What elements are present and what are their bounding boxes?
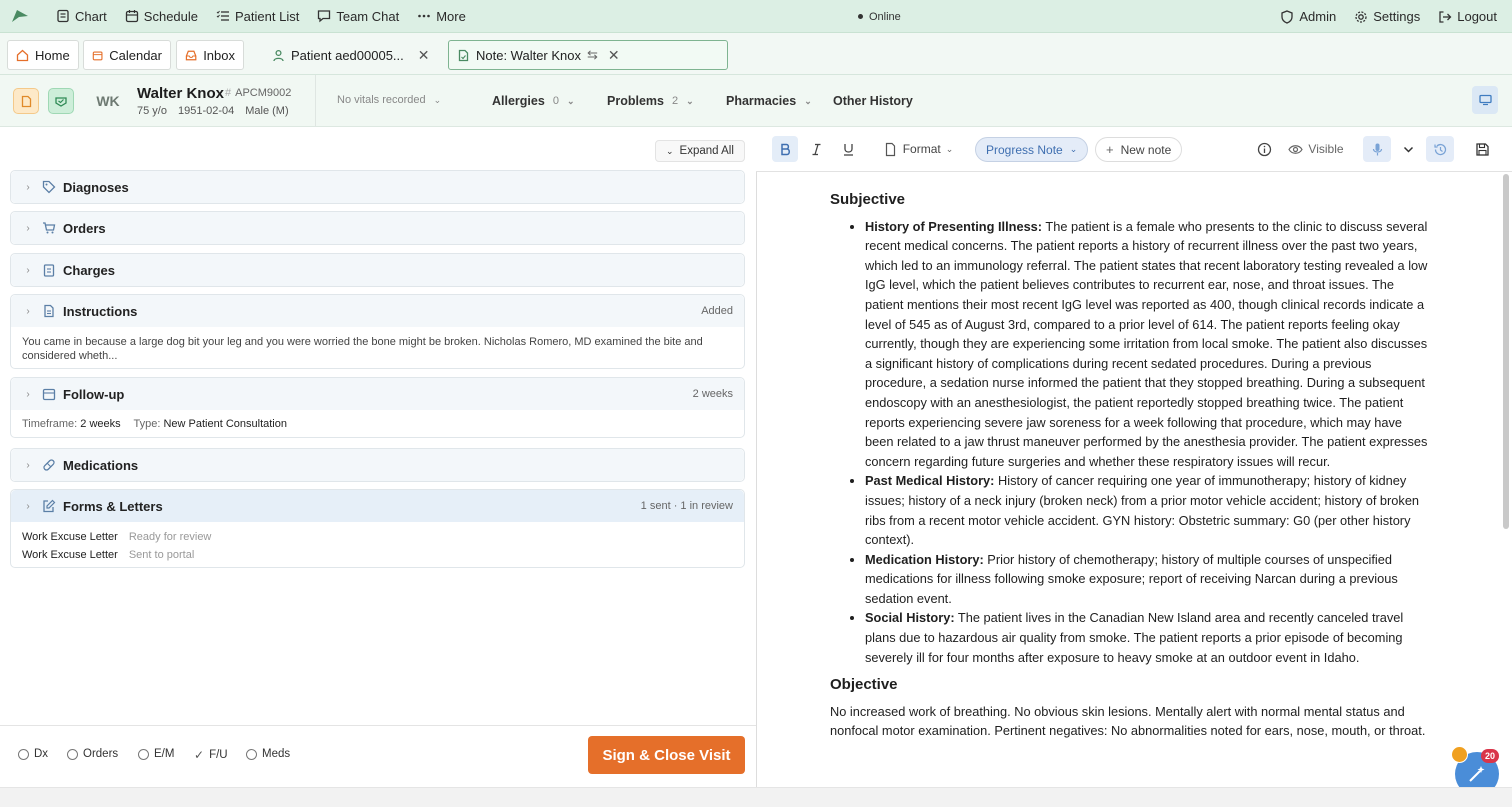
swap-icon[interactable]: ⇆ <box>587 47 598 62</box>
calendar-icon <box>92 49 103 62</box>
instructions-status: Added <box>701 305 733 317</box>
tab-note[interactable] <box>448 40 728 70</box>
note-type-dropdown[interactable] <box>975 137 1088 162</box>
chevron-down-icon: ⌄ <box>666 145 674 156</box>
checklist-label: E/M <box>154 748 175 760</box>
bell-icon[interactable] <box>1451 746 1468 763</box>
checklist-meds[interactable] <box>246 748 290 760</box>
chevron-right-icon: › <box>26 264 30 276</box>
section-diagnoses-header[interactable] <box>11 171 744 203</box>
plus-icon: + <box>1106 142 1114 157</box>
eye-icon <box>1288 142 1303 157</box>
heading-subjective: Subjective <box>830 191 906 208</box>
pharmacies-dropdown[interactable] <box>726 94 812 108</box>
italic-button[interactable] <box>804 136 828 162</box>
chart-icon <box>56 9 70 23</box>
chevron-down-icon: ⌄ <box>804 95 812 106</box>
section-orders-header[interactable] <box>11 212 744 244</box>
nav-chart[interactable] <box>47 0 116 33</box>
section-charges <box>10 253 745 287</box>
pharmacies-label: Pharmacies <box>726 94 797 108</box>
section-medications-header[interactable] <box>11 449 744 481</box>
new-note-label: New note <box>1120 142 1172 157</box>
tab-home-label: Home <box>35 47 70 63</box>
radio-circle-icon <box>67 749 78 760</box>
patient-age: 75 y/o <box>137 105 167 117</box>
chevron-down-icon <box>1401 142 1416 157</box>
radio-circle-icon <box>246 749 257 760</box>
social-history-text: The patient lives in the Canadian New Island area and recently canceled travel plans due to hazardous air quality from smoke. The patient reports a prior episode of becoming severely ill for four months after exposure to heavy smoke at an outdoor event in Idaho. <box>865 610 1404 665</box>
letters-list <box>11 522 744 572</box>
underline-button[interactable] <box>836 136 860 162</box>
close-tab-icon[interactable]: ✕ <box>607 46 620 63</box>
tab-bar <box>0 33 1512 75</box>
chevron-right-icon: › <box>26 181 30 193</box>
edit-document-icon <box>42 499 56 513</box>
tab-patient[interactable] <box>263 40 443 70</box>
history-button[interactable] <box>1426 136 1454 162</box>
patient-id-value: APCM9002 <box>235 87 292 99</box>
allergies-count: 0 <box>552 95 559 107</box>
bold-icon <box>778 142 793 157</box>
nav-settings[interactable] <box>1345 0 1429 33</box>
section-forms-header[interactable] <box>11 490 744 522</box>
social-history-label: Social History: <box>865 610 955 626</box>
letter-name: Work Excuse Letter <box>22 531 118 543</box>
chevron-right-icon: › <box>26 305 30 317</box>
list-item <box>865 217 1430 472</box>
section-title: Charges <box>63 262 116 278</box>
nav-admin[interactable] <box>1271 0 1345 33</box>
sign-close-visit-button[interactable]: Sign & Close Visit <box>588 736 745 774</box>
tab-patient-label: Patient aed00005... <box>291 47 404 63</box>
tab-inbox-label: Inbox <box>203 47 235 63</box>
medication-history-label: Medication History: <box>865 551 984 567</box>
more-dots-icon <box>417 9 431 23</box>
section-diagnoses <box>10 170 745 204</box>
user-icon <box>272 49 285 62</box>
pmh-text: History of cancer requiring one year of immunotherapy; history of kidney issues; history of a neck injury (broken neck) from a prior motor vehicle accident; history of broken ribs from a recent motor vehicle accident. GYN history: Obstetric summary: G0 (per other history context). <box>865 473 1420 548</box>
radio-circle-icon <box>138 749 149 760</box>
nav-more-label: More <box>436 8 466 24</box>
patient-id <box>225 87 291 99</box>
chevron-down-icon: ⌄ <box>1069 144 1078 154</box>
nav-schedule[interactable] <box>116 0 207 33</box>
microphone-icon <box>1370 142 1385 157</box>
section-instructions <box>10 294 745 369</box>
clipboard-icon <box>42 263 56 277</box>
section-orders <box>10 211 745 245</box>
heading-objective: Objective <box>830 676 898 694</box>
expand-all-label: Expand All <box>679 145 734 157</box>
chevron-right-icon: › <box>26 388 30 400</box>
allergies-dropdown[interactable] <box>492 94 574 108</box>
medication-history-text: Prior history of chemotherapy; history of multiple courses of unspecified medications for illness following smoke exposure; report of receiving Narcan during a previous sedation event. <box>865 551 1398 606</box>
section-title: Diagnoses <box>63 179 129 195</box>
chevron-down-icon: ⌄ <box>433 94 442 105</box>
list-item[interactable] <box>22 528 733 546</box>
nav-settings-label: Settings <box>1373 9 1421 24</box>
followup-details <box>11 410 744 439</box>
letter-name: Work Excuse Letter <box>22 549 118 561</box>
underline-icon <box>841 142 856 157</box>
new-note-button[interactable] <box>1095 137 1182 162</box>
problems-label: Problems <box>607 94 664 108</box>
nav-more[interactable] <box>408 0 475 33</box>
chat-icon <box>317 9 331 23</box>
patient-demographics <box>137 105 289 117</box>
problems-count: 2 <box>671 95 679 107</box>
subjective-list <box>865 217 1430 668</box>
monitor-icon <box>1479 94 1492 106</box>
other-history-label: Other History <box>833 94 913 108</box>
calendar-icon <box>125 9 139 23</box>
nav-logout[interactable] <box>1429 0 1506 33</box>
checklist-em[interactable] <box>138 748 174 760</box>
app-logo-icon[interactable] <box>11 9 29 23</box>
checklist-label: Dx <box>34 748 49 760</box>
followup-duration: 2 weeks <box>692 388 733 400</box>
letter-status: Sent to portal <box>128 549 195 561</box>
header-divider <box>315 75 316 127</box>
expand-all-button[interactable] <box>655 140 745 162</box>
chevron-down-icon: ⌄ <box>686 95 694 106</box>
format-label: Format <box>902 142 941 156</box>
timeframe-label: Timeframe: <box>22 418 78 430</box>
status-dot-icon <box>858 14 863 19</box>
nav-chart-label: Chart <box>75 8 107 24</box>
hash-icon: # <box>225 87 232 99</box>
note-icon <box>457 49 470 62</box>
dictation-button[interactable] <box>1363 136 1391 162</box>
timeframe-value: 2 weeks <box>80 418 121 430</box>
section-title: Instructions <box>63 303 138 319</box>
online-status-label: Online <box>869 10 901 23</box>
patient-dob: 1951-02-04 <box>177 105 235 117</box>
pill-icon <box>42 458 56 472</box>
logout-icon <box>1438 10 1452 24</box>
checklist-label: Orders <box>83 748 119 760</box>
note-document[interactable] <box>830 184 1430 754</box>
nav-team-chat-label: Team Chat <box>336 8 400 24</box>
italic-icon <box>809 142 824 157</box>
chevron-right-icon: › <box>26 500 30 512</box>
chevron-down-icon: ⌄ <box>945 143 954 154</box>
hpi-text: The patient is a female who presents to the clinic to discuss several recent medical concerns. The patient reports a history of recurrent illness over the past two years, which led to an immunology referral. The patient states that recent laboratory testing revealed a low IgG level, which the patient believes contributes to recurrent ear, nose, and throat issues. The patient mentions their most recent IgG level was reported as 400, though clinical records indicate a level of 545 as of August 3rd, compared to a prior level of 614. The patient reports feeling okay currently, though they are experiencing some irritation from local smoke. The patient also discusses a significant history of complications during recent sedated procedures. During a previous procedure, a sedation nurse informed the patient that they stopped breathing. During a subsequent endoscopy with an anesthesiologist, the patient reportedly stopped breathing twice. The patient reports experiencing severe jaw soreness for a week following that procedure, which may have been related to a jaw thrust maneuver performed by the anesthesia provider. The patient expresses concern regarding future surgeries and whether these respiratory issues will recur. <box>865 218 1428 469</box>
section-forms-letters <box>10 489 745 568</box>
editor-toolbar <box>756 128 1512 172</box>
checkmark-icon: ✓ <box>194 748 205 762</box>
info-icon <box>1257 142 1272 157</box>
section-title: Orders <box>63 220 106 236</box>
nav-team-chat[interactable] <box>308 0 408 33</box>
chevron-right-icon: › <box>26 222 30 234</box>
allergies-label: Allergies <box>492 94 545 108</box>
checklist-fu[interactable] <box>194 748 228 762</box>
type-label: Type: <box>133 418 161 430</box>
notification-count-badge: 20 <box>1481 749 1499 763</box>
section-instructions-header[interactable] <box>11 295 744 327</box>
section-title: Forms & Letters <box>63 498 163 514</box>
note-type-label: Progress Note <box>986 142 1063 157</box>
list-item <box>865 608 1430 667</box>
shield-check-icon <box>54 94 68 108</box>
tab-home[interactable] <box>7 40 79 70</box>
patient-name: Walter Knox <box>137 85 224 102</box>
avatar: WK <box>96 93 120 109</box>
bold-button[interactable] <box>772 136 798 162</box>
patient-sex: Male (M) <box>245 105 289 117</box>
online-status <box>858 0 901 33</box>
instructions-text: You came in because a large dog bit your leg and you were worried the bone might be broken. Nicholas Romero, MD examined the bite and considered wheth... <box>22 336 703 362</box>
editor-scrollbar[interactable] <box>1503 174 1509 529</box>
shield-icon <box>1280 10 1294 24</box>
objective-text: No increased work of breathing. No obvious skin lesions. Mentally alert with normal mental status and nonfocal motor examination. Pertinent negatives: No abnormalities noted for ears, nose, mouth, or throat. <box>830 703 1426 739</box>
calendar-icon <box>42 387 56 401</box>
tab-inbox[interactable] <box>176 40 244 70</box>
document-icon <box>42 304 56 318</box>
checklist-dx[interactable] <box>18 748 48 760</box>
checklist-label: F/U <box>209 749 228 761</box>
document-icon <box>883 142 898 157</box>
radio-circle-icon <box>18 749 29 760</box>
layout-toggle-button[interactable] <box>1472 86 1498 114</box>
footer-bar <box>0 787 1512 807</box>
insurance-button[interactable] <box>48 88 74 114</box>
nav-logout-label: Logout <box>1457 9 1497 24</box>
save-button[interactable] <box>1471 136 1493 162</box>
inbox-icon <box>185 49 197 62</box>
problems-dropdown[interactable] <box>607 94 694 108</box>
chevron-right-icon: › <box>26 459 30 471</box>
gear-icon <box>1354 10 1368 24</box>
close-tab-icon[interactable]: ✕ <box>417 46 430 63</box>
list-item <box>865 550 1430 609</box>
section-title: Follow-up <box>63 386 125 402</box>
pmh-label: Past Medical History: <box>865 473 995 489</box>
letter-status: Ready for review <box>128 531 212 543</box>
home-icon <box>16 49 29 62</box>
info-button[interactable] <box>1253 136 1275 162</box>
nav-patient-list-label: Patient List <box>235 8 300 24</box>
tab-calendar[interactable] <box>83 40 171 70</box>
tag-icon <box>42 180 56 194</box>
tab-note-label: Note: Walter Knox <box>476 47 582 63</box>
section-charges-header[interactable] <box>11 254 744 286</box>
vitals-label: No vitals recorded <box>337 94 426 106</box>
save-icon <box>1475 142 1490 157</box>
hpi-label: History of Presenting Illness: <box>865 218 1043 234</box>
document-icon <box>20 95 33 108</box>
checklist-label: Meds <box>262 748 291 760</box>
summary-doc-button[interactable] <box>13 88 39 114</box>
section-medications <box>10 448 745 482</box>
list-icon <box>216 9 230 23</box>
checklist-orders[interactable] <box>67 748 118 760</box>
section-followup-header[interactable] <box>11 378 744 410</box>
dictation-options-button[interactable] <box>1397 136 1419 162</box>
nav-admin-label: Admin <box>1299 9 1337 24</box>
list-item[interactable] <box>22 546 733 564</box>
history-icon <box>1433 142 1448 157</box>
list-item <box>865 471 1430 549</box>
top-nav <box>0 0 1512 33</box>
magic-wand-icon <box>1466 763 1488 785</box>
forms-status: 1 sent · 1 in review <box>640 500 733 512</box>
chevron-down-icon: ⌄ <box>566 95 575 106</box>
nav-schedule-label: Schedule <box>143 8 199 24</box>
section-title: Medications <box>63 457 139 473</box>
cart-icon <box>42 221 56 235</box>
visibility-toggle[interactable] <box>1288 136 1344 162</box>
tab-calendar-label: Calendar <box>109 47 162 63</box>
format-dropdown[interactable] <box>882 136 954 162</box>
section-followup <box>10 377 745 438</box>
type-value: New Patient Consultation <box>163 418 287 430</box>
vitals-dropdown[interactable] <box>337 94 441 106</box>
visibility-label: Visible <box>1308 142 1344 156</box>
other-history-button[interactable] <box>833 94 913 108</box>
nav-patient-list[interactable] <box>207 0 308 33</box>
